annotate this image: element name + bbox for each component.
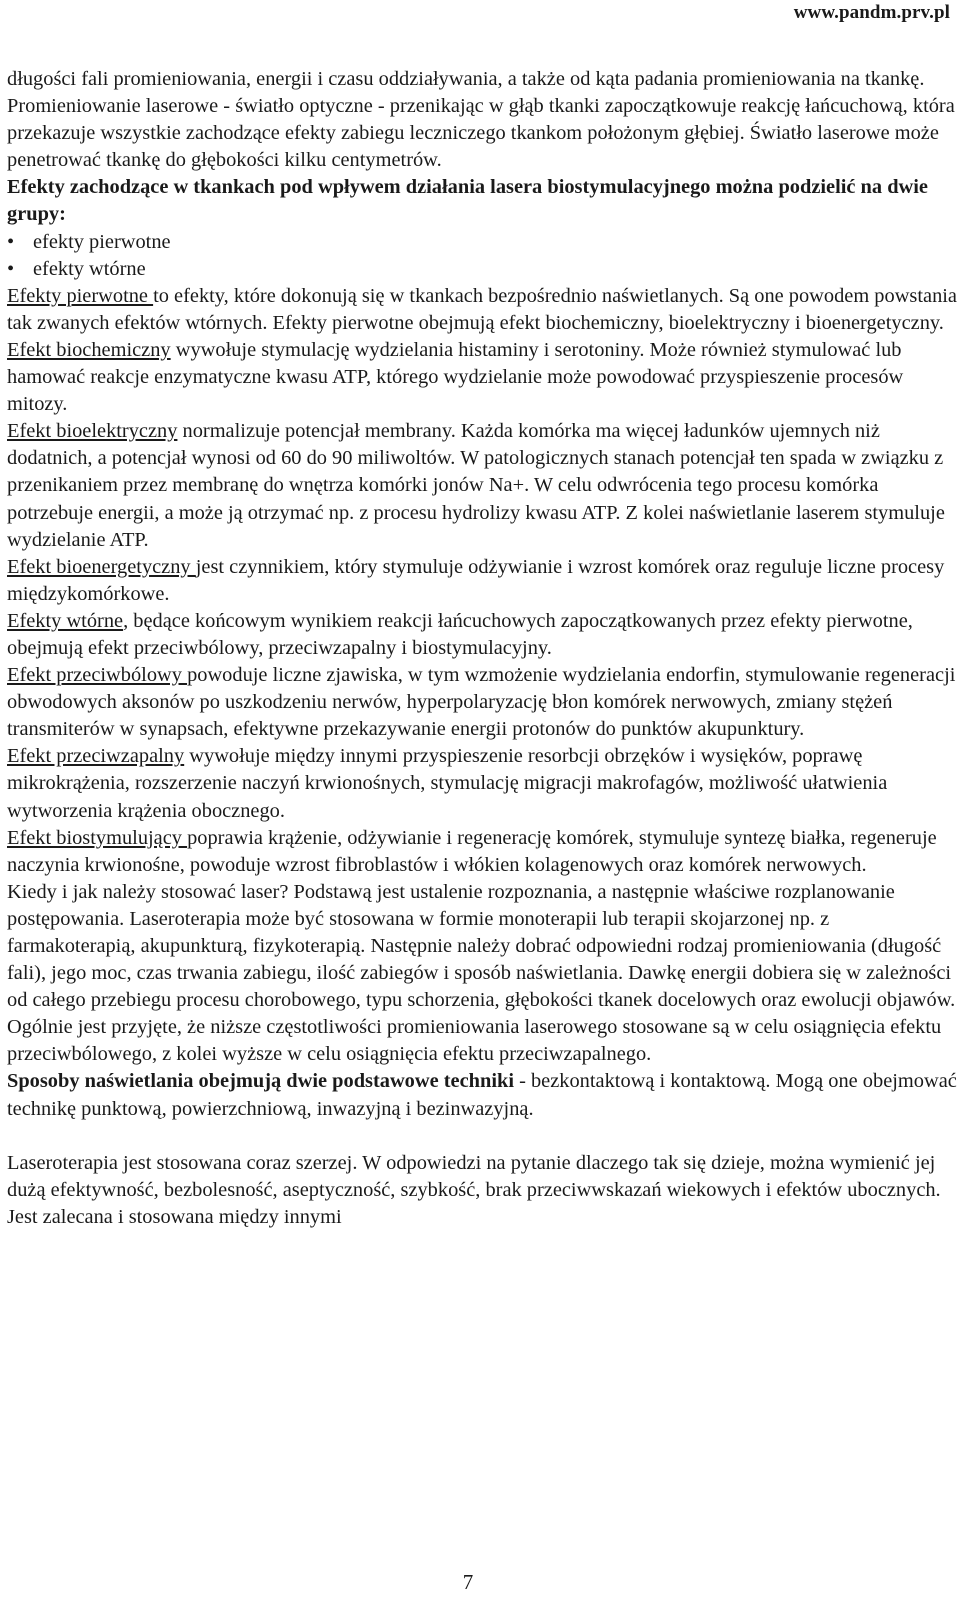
term-analgesic: Efekt przeciwbólowy [7, 664, 188, 687]
list-item: • efekty pierwotne [7, 229, 957, 256]
page-number: 7 [462, 1570, 474, 1594]
paragraph-bioelectric [7, 418, 957, 553]
term-biochemical: Efekt biochemiczny [7, 338, 171, 361]
section-heading-effects: Efekty zachodzące w tkankach pod wpływem działania lasera biostymulacyjnego można podzielić na dwie grupy: [7, 176, 928, 226]
paragraph-secondary-effects [7, 608, 957, 662]
paragraph-biochemical [7, 337, 957, 418]
paragraph-primary-effects [7, 283, 957, 337]
term-primary-effects: Efekty pierwotne [7, 284, 154, 307]
term-bioelectric: Efekt bioelektryczny [7, 420, 178, 443]
paragraph-biostimulating [7, 825, 957, 879]
paragraph-bioenergetic [7, 554, 957, 608]
term-secondary-effects: Efekty wtórne [7, 609, 124, 632]
document-body [7, 66, 957, 1231]
paragraph-analgesic [7, 662, 957, 743]
paragraph-text: normalizuje potencjał membrany. Każda komórka ma więcej ładunków ujemnych niż dodatnich, a potencjał wynosi od 60 do 90 miliwoltów. W patologicznych stanach potencjał ten spada w związku z przenikaniem przez membranę do wnętrza komórki jonów Na+. W celu odwrócenia tego procesu komórka potrzebuje energii, a może ją otrzymać np. z procesu hydrolizy kwasu ATP. Z kolei naświetlanie laserem stymuluje wydzielanie ATP. [7, 420, 945, 551]
header-url: www.pandm.prv.pl [793, 2, 950, 23]
paragraph-text: wywołuje między innymi przyspieszenie resorbcji obrzęków i wysięków, poprawę mikrokrążenia, rozszerzenie naczyń krwionośnych, stymulację migracji makrofagów, możliwość ułatwienia wytworzenia krążenia obocznego. [7, 745, 888, 822]
paragraph-anti-inflammatory [7, 743, 957, 824]
term-biostimulating: Efekt biostymulujący [7, 826, 188, 849]
paragraph-when-how: Kiedy i jak należy stosować laser? Podstawą jest ustalenie rozpoznania, a następnie właściwe rozplanowanie postępowania. Laseroterapia może być stosowana w formie monoterapii lub terapii skojarzonej np. z farmakoterapią, akupunkturą, fizykoterapią. Następnie należy dobrać odpowiedni rodzaj promieniowania (długość fali), jego moc, czas trwania zabiegu, ilość zabiegów i sposób naświetlania. Dawkę energii dobiera się w zależności od całego przebiegu procesu chorobowego, typu schorzenia, głębokości tkanek docelowych oraz ewolucji objawów. Ogólnie jest przyjęte, że niższe częstotliwości promieniowania laserowego stosowane są w celu osiągnięcia efektu przeciwbólowego, z kolei wyższe w celu osiągnięcia efektu przeciwzapalnego. [7, 880, 956, 1066]
techniques-heading: Sposoby naświetlania obejmują dwie podstawowe techniki [7, 1070, 514, 1093]
paragraph-text: - bezkontaktową i kontaktową. Mogą one obejmować technikę punktową, powierzchniową, inwazyjną i bezinwazyjną. [7, 1070, 957, 1120]
term-bioenergetic: Efekt bioenergetyczny [7, 555, 196, 578]
paragraph-text: powoduje liczne zjawiska, w tym wzmożenie wydzielania endorfin, stymulowanie regeneracji obwodowych aksonów po uszkodzeniu nerwów, hyperpolaryzację błon komórek nerwowych, zmiany stężeń transmiterów w synapsach, efektywne przekazywanie energii protonów do punktów akupunktury. [7, 664, 956, 741]
paragraph-techniques [7, 1068, 957, 1122]
paragraph-text: jest czynnikiem, który stymuluje odżywianie i wzrost komórek oraz reguluje liczne procesy międzykomórkowe. [7, 555, 945, 605]
term-anti-inflammatory: Efekt przeciwzapalny [7, 745, 185, 768]
list-item: • efekty wtórne [7, 256, 957, 283]
paragraph-text: poprawia krążenie, odżywianie i regenerację komórek, stymuluje syntezę białka, regeneruje naczynia krwionośne, powoduje wzrost fibroblastów i włókien kolagenowych oraz komórek nerwowych. [7, 826, 937, 876]
paragraph-gap [7, 1123, 957, 1150]
paragraph-laser-therapy-popularity: Laseroterapia jest stosowana coraz szerzej. W odpowiedzi na pytanie dlaczego tak się dzieje, można wymienić jej dużą efektywność, bezbolesność, aseptyczność, szybkość, brak przeciwwskazań wiekowych i efektów ubocznych. Jest zalecana i stosowana między innymi [7, 1151, 941, 1228]
paragraph-text: wywołuje stymulację wydzielania histaminy i serotoniny. Może również stymulować lub hamować reakcje enzymatyczne kwasu ATP, którego wydzielanie może powodować przyspieszenie procesów mitozy. [7, 338, 904, 416]
effects-list [7, 229, 957, 283]
paragraph-text: , będące końcowym wynikiem reakcji łańcuchowych zapoczątkowanych przez efekty pierwotne, obejmują efekt przeciwbólowy, przeciwzapalny i biostymulacyjny. [7, 609, 913, 659]
paragraph-intro: długości fali promieniowania, energii i czasu oddziaływania, a także od kąta padania promieniowania na tkankę. Promieniowanie laserowe - światło optyczne - przenikając w głąb tkanki zapoczątkowuje reakcję łańcuchową, która przekazuje wszystkie zachodzące efekty zabiegu leczniczego tkankom położonym głębiej. Światło laserowe może penetrować tkankę do głębokości kilku centymetrów. [7, 68, 955, 172]
paragraph-text: to efekty, które dokonują się w tkankach bezpośrednio naświetlanych. Są one powodem powstania tak zwanych efektów wtórnych. Efekty pierwotne obejmują efekt biochemiczny, bioelektryczny i bioenergetyczny. [7, 284, 957, 334]
